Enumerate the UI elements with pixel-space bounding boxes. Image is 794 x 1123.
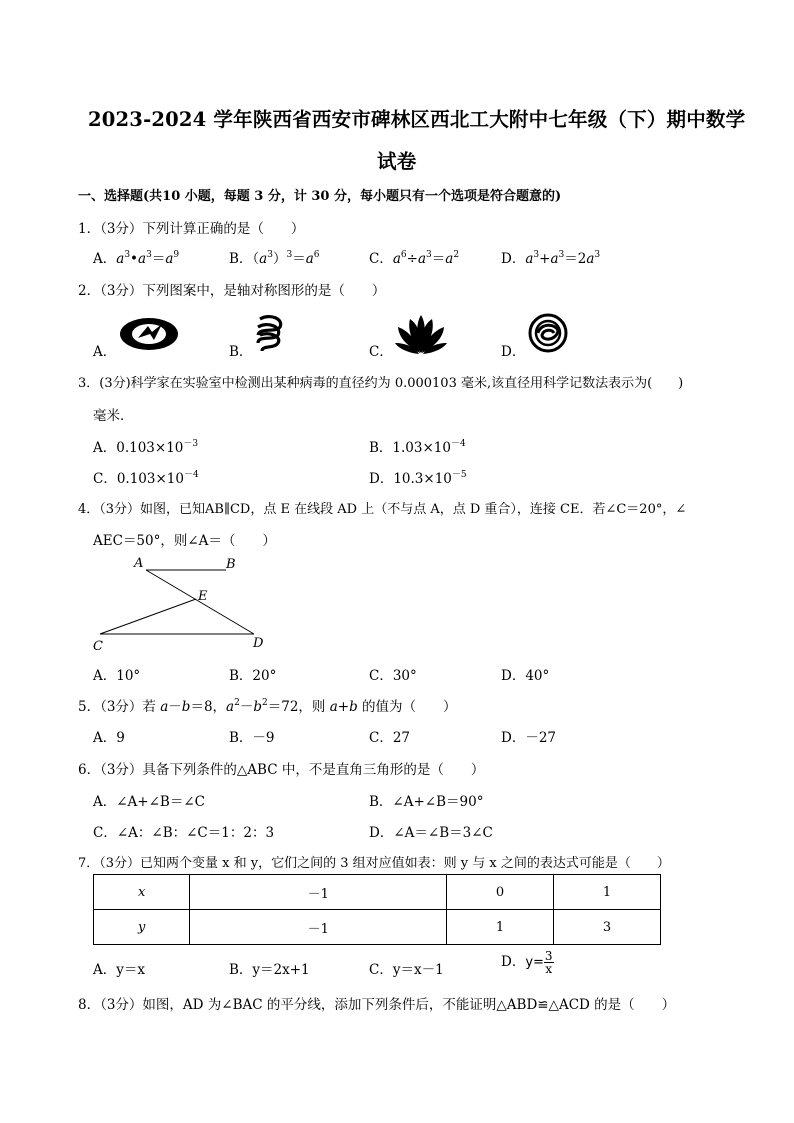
question-3-stem: 3．(3分)科学家在实验室中检测出某种病毒的直径约为 0.000103 毫米,该直径用科学记数法表示为( ) (78, 376, 684, 391)
q4-option-b: B．20° (229, 668, 277, 684)
china-mobile-logo-icon (252, 313, 288, 353)
q4-geometry-figure (88, 552, 278, 654)
table-cell: 1 (447, 910, 554, 945)
question-3-stem-cont: 毫米． (93, 408, 134, 424)
table-cell: 3 (554, 910, 661, 945)
point-e-label: E (198, 589, 208, 604)
q1-option-b: B．$(a^3)^3=a^6$ (229, 250, 320, 267)
section-heading: 一、选择题(共10 小题，每题 3 分，计 30 分，每小题只有一个选项是符合题意的) (78, 189, 562, 204)
point-b-label: B (226, 557, 236, 572)
q6-option-d: D．∠A＝∠B＝3∠C (369, 825, 493, 841)
table-cell: －1 (190, 875, 447, 910)
table-row (94, 875, 661, 910)
q1-option-c-label: C． (369, 251, 393, 267)
q1-option-d-label: D． (501, 251, 526, 267)
q2-option-a-label: A． (93, 344, 117, 360)
table-row (94, 910, 661, 945)
q1-option-a: A．$a^3•a^3=a^9$ (93, 250, 180, 267)
q7-option-b: B．y＝2x+1 (229, 962, 310, 978)
question-4-stem: 4．（3分）如图，已知AB∥CD，点 E 在线段 AD 上（不与点 A，点 D 重合），连接 CE．若∠C＝20°，∠ (78, 502, 687, 517)
q6-option-b: B．∠A+∠B＝90° (369, 794, 484, 810)
q3-option-b (369, 436, 466, 456)
spiral-logo-icon (528, 313, 568, 353)
question-2-stem: 2．（3分）下列图案中，是轴对称图形的是（ ） (78, 283, 386, 299)
question-4-stem-cont: AEC＝50°，则∠A＝（ ） (93, 533, 276, 549)
q3-option-d (369, 467, 467, 487)
q1-option-a-label: A． (93, 251, 117, 267)
q1-option-b-label: B． (229, 251, 253, 267)
table-cell: －1 (190, 910, 447, 945)
fraction-denominator: x (545, 962, 553, 976)
q1-option-d: D．$a^3+a^3=2a^3$ (501, 250, 601, 267)
table-cell: 1 (554, 875, 661, 910)
q5-option-d: D．－27 (501, 730, 557, 746)
point-c-label: C (93, 639, 103, 654)
q3-option-d-exp: －5 (451, 470, 467, 480)
q6-option-c: C．∠A：∠B：∠C＝1：2：3 (93, 825, 275, 841)
q1-option-c: C．$a^6\div a^3=a^2$ (369, 250, 460, 267)
point-a-label: A (134, 556, 144, 571)
question-5-stem: 5．（3分）若 a－b＝8，$a^2-b^2=72$，则 a+b 的值为（ ） (78, 698, 457, 715)
table-cell: 0 (447, 875, 554, 910)
q4-option-c: C．30° (369, 668, 417, 684)
table-cell: x (94, 875, 190, 910)
fraction-numerator: 3 (544, 949, 553, 963)
q7-option-d-prefix: y= (525, 955, 544, 970)
segment-ce (100, 599, 196, 634)
q7-option-d-fraction (544, 950, 554, 975)
q7-option-d (501, 950, 554, 975)
q4-option-a: A．10° (93, 668, 141, 684)
exam-title-line2: 试卷 (377, 150, 417, 173)
question-6-stem: 6．（3分）具备下列条件的△ABC 中，不是直角三角形的是（ ） (78, 762, 485, 778)
q3-option-a-exp: －3 (183, 439, 199, 449)
q4-option-d: D．40° (501, 668, 550, 684)
q3-option-c-text: C．0.103×10 (93, 471, 184, 487)
q5-option-c: C．27 (369, 730, 411, 746)
q5-option-b: B．－9 (229, 730, 275, 746)
q3-option-a-text: A．0.103×10 (93, 440, 184, 456)
dongfeng-logo-icon (118, 316, 180, 352)
q3-option-b-text: B．1.03×10 (369, 440, 451, 456)
q7-option-c: C．y＝x－1 (369, 962, 444, 978)
q2-option-b-label: B． (229, 344, 253, 360)
q3-option-c (93, 467, 199, 487)
question-7-stem: 7．（3分）已知两个变量 x 和 y，它们之间的 3 组对应值如表：则 y 与 x 之间的表达式可能是（ ） (78, 856, 670, 871)
q5-option-a: A．9 (93, 730, 125, 746)
q6-option-a: A．∠A+∠B＝∠C (93, 794, 205, 810)
question-8-stem: 8．（3分）如图，AD 为∠BAC 的平分线，添加下列条件后，不能证明△ABD≌△ACD 的是（ ） (78, 997, 676, 1013)
question-1-stem: 1．（3分）下列计算正确的是（ ） (78, 221, 305, 237)
q7-value-table (93, 874, 661, 945)
q3-option-c-exp: －4 (183, 470, 199, 480)
q3-option-a (93, 436, 198, 456)
q7-option-d-label: D． (501, 954, 526, 970)
q2-option-c-label: C． (369, 344, 393, 360)
huawei-logo-icon (395, 313, 447, 355)
table-cell: y (94, 910, 190, 945)
q3-option-b-exp: －4 (450, 439, 466, 449)
q7-option-a: A．y＝x (93, 962, 145, 978)
exam-title: 2023-2024 学年陕西省西安市碑林区西北工大附中七年级（下）期中数学 (88, 108, 746, 131)
q3-option-d-text: D．10.3×10 (369, 471, 452, 487)
point-d-label: D (253, 636, 264, 651)
q2-option-d-label: D． (501, 344, 526, 360)
